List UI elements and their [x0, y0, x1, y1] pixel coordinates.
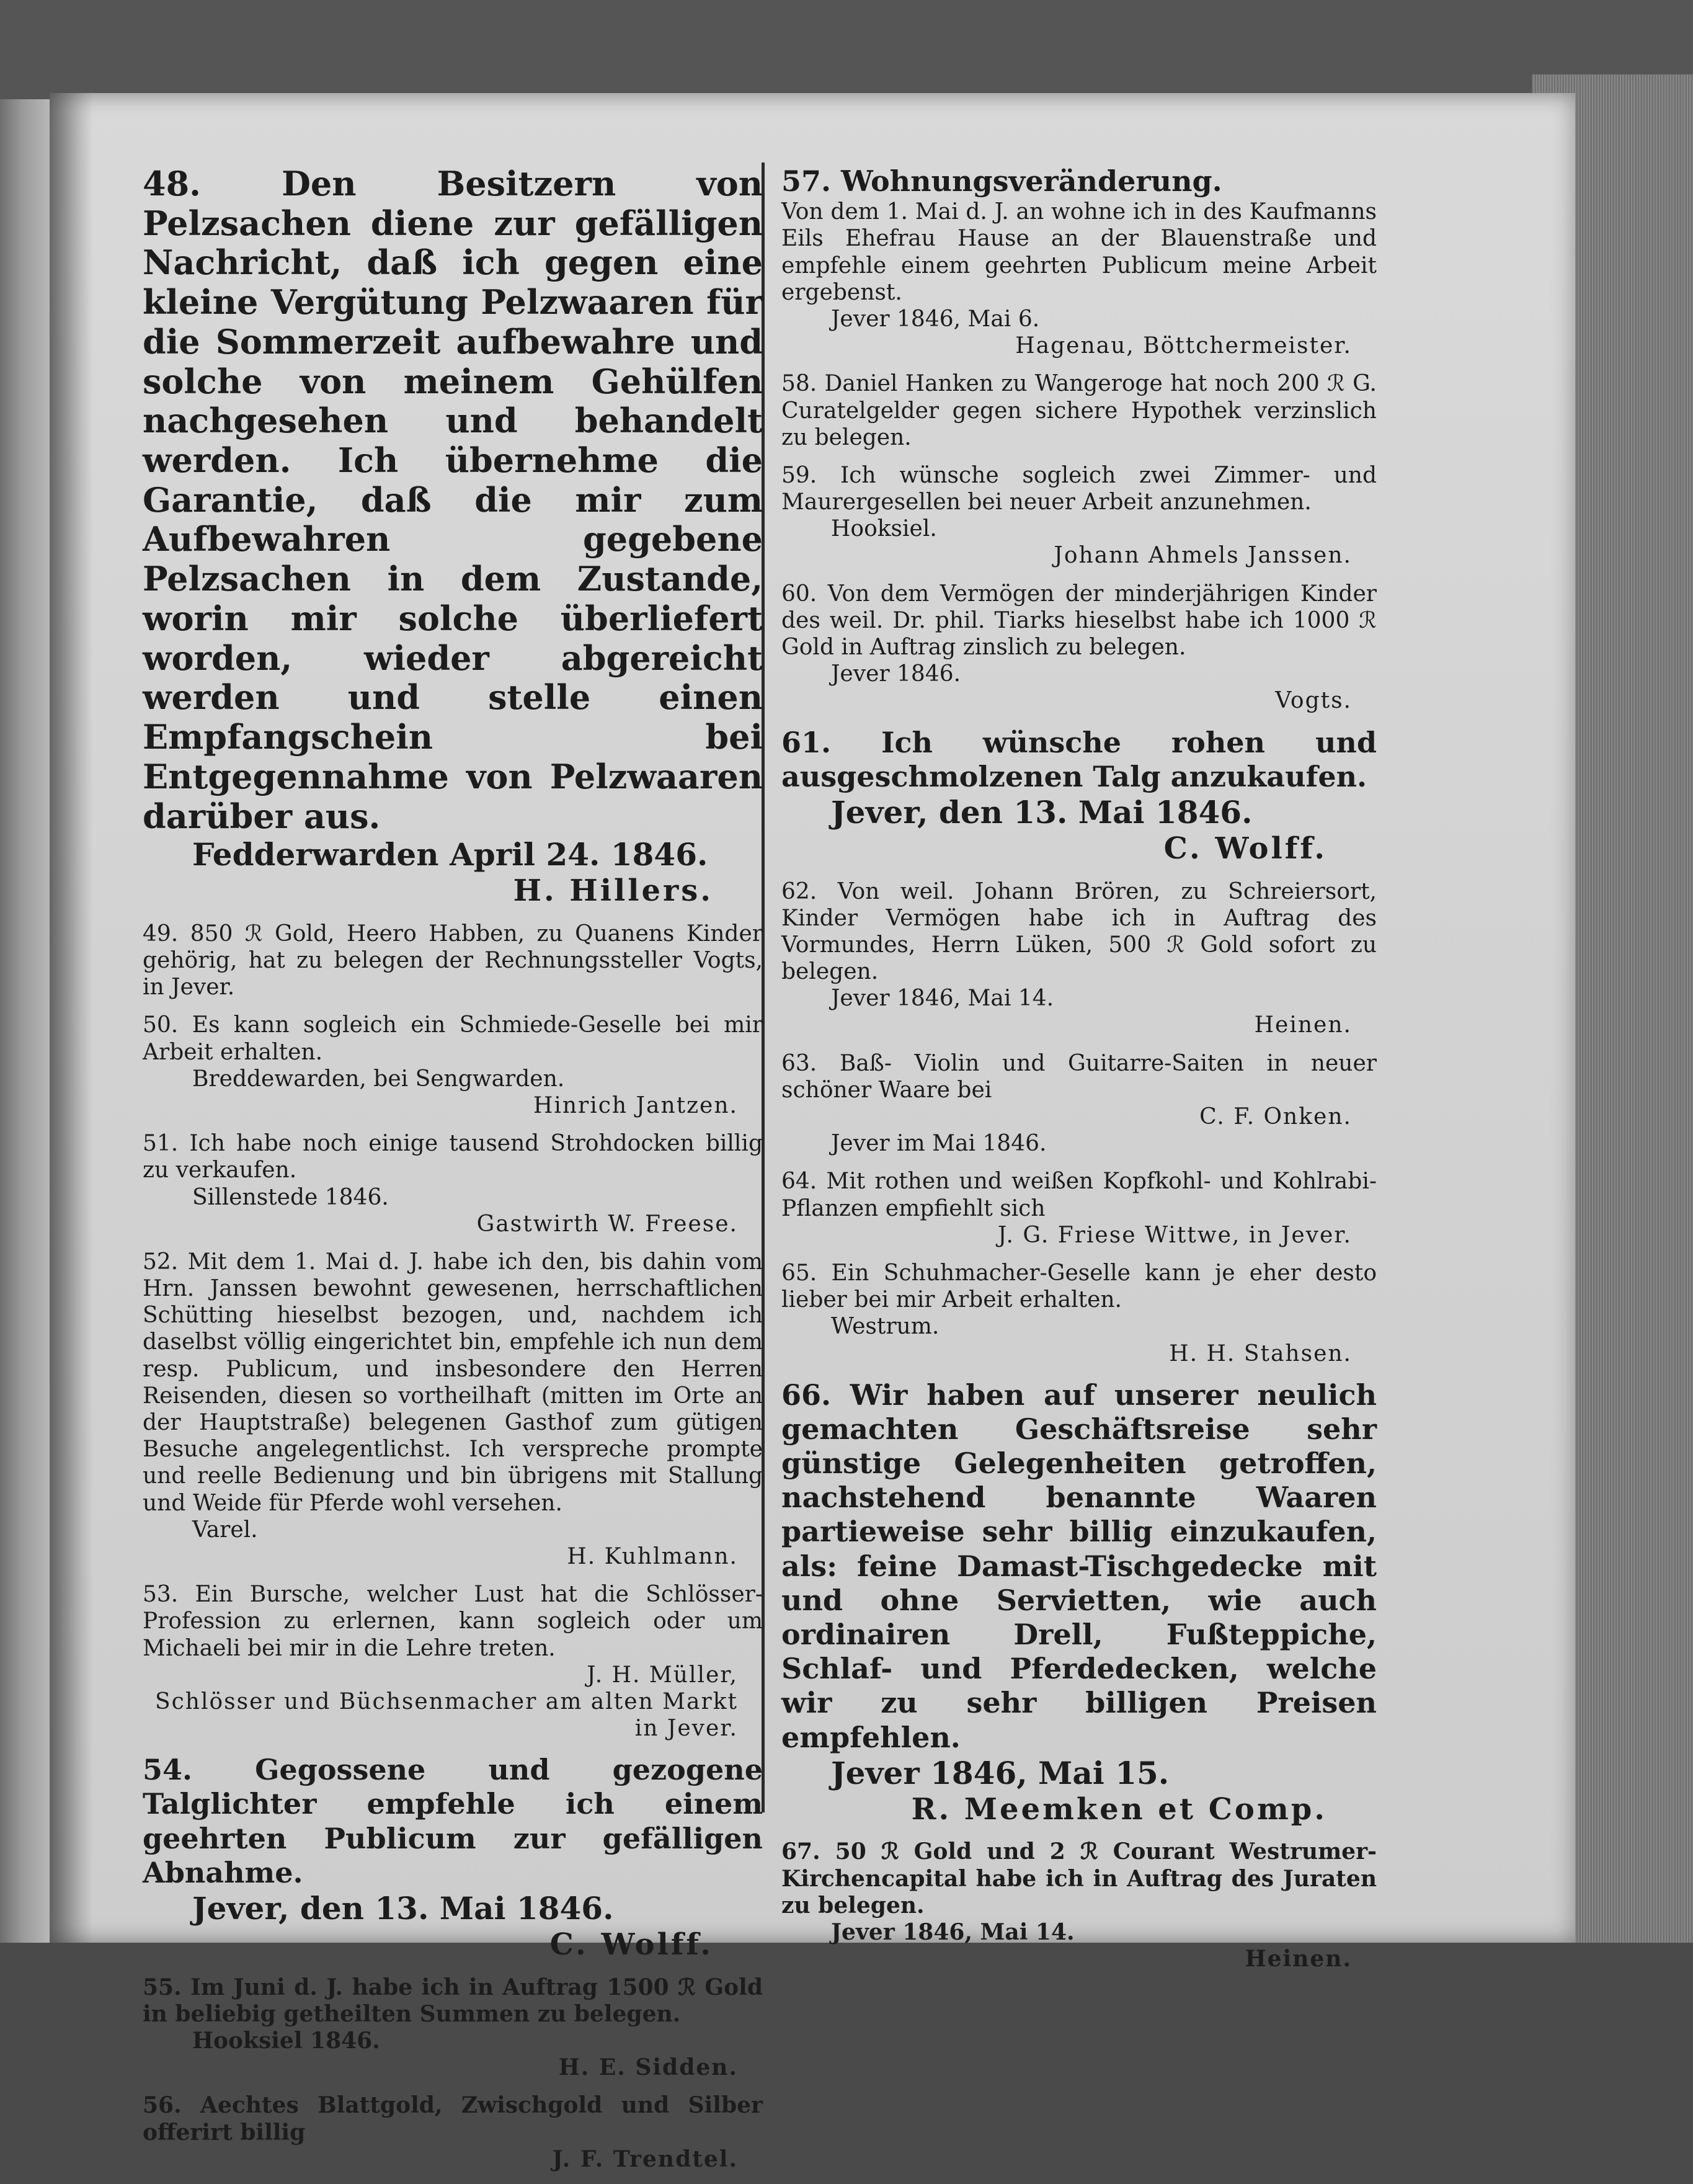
- notice-text: 60. Von dem Vermögen der minderjährigen Kinder des weil. Dr. phil. Tiarks hieselbst habe ich 1000 ℛ Gold in Auftrag zinslich zu belegen.: [781, 581, 1377, 660]
- notice-text: 49. 850 ℛ Gold, Heero Habben, zu Quanens Kinder gehörig, hat zu belegen der Rechnungssteller Vogts, in Jever.: [143, 920, 763, 1001]
- notice-place: Jever 1846, Mai 14.: [831, 986, 1054, 1012]
- notice-65: [781, 1260, 1377, 1367]
- right-column: [781, 164, 1377, 1984]
- notice-text: 54. Gegossene und gezogene Talglichter empfehle ich einem geehrten Publicum zur gefälligen Abnahme.: [143, 1753, 763, 1889]
- notice-signature: C. Wolff.: [549, 1927, 713, 1962]
- notice-place: Hooksiel.: [831, 516, 937, 542]
- notice-signature: R. Meemken et Comp.: [911, 1791, 1327, 1827]
- notice-signature: Heinen.: [1245, 1946, 1352, 1972]
- notice-text: 51. Ich habe noch einige tausend Strohdocken billig zu verkaufen.: [143, 1131, 763, 1183]
- notice-54: [143, 1753, 763, 1963]
- notice-signature: H. Hillers.: [513, 873, 713, 909]
- notice-64: [781, 1168, 1377, 1249]
- notice-53: [143, 1581, 763, 1742]
- notice-59: [781, 462, 1377, 569]
- notice-67: [781, 1839, 1377, 1972]
- notice-text: Von dem 1. Mai d. J. an wohne ich in des Kaufmanns Eils Ehefrau Hause an der Blauenstraße und empfehle einem geehrten Publicum meine Arbeit ergebenst.: [781, 199, 1377, 305]
- notice-signature: C. Wolff.: [1163, 831, 1327, 866]
- notice-text: 50. Es kann sogleich ein Schmiede-Geselle bei mir Arbeit erhalten.: [143, 1012, 763, 1065]
- notice-signature: Hinrich Jantzen.: [533, 1092, 738, 1118]
- notice-63: [781, 1050, 1377, 1157]
- notice-heading: 57. Wohnungsveränderung.: [781, 164, 1222, 198]
- notice-57: [781, 164, 1377, 359]
- notice-text: 56. Aechtes Blattgold, Zwischgold und Silber offerirt billig: [143, 2092, 763, 2146]
- notice-56: [143, 2092, 763, 2173]
- notice-48: [143, 164, 763, 909]
- notice-text: 53. Ein Bursche, welcher Lust hat die Schlösser-Profession zu erlernen, kann sogleich oder um Michaeli bei mir in die Lehre treten.: [143, 1582, 763, 1661]
- notice-place: Hooksiel 1846.: [192, 2027, 380, 2054]
- notice-signature: C. F. Onken.: [1199, 1104, 1352, 1130]
- facing-page-edge: [0, 99, 50, 1943]
- notice-text: 65. Ein Schuhmacher-Geselle kann je eher desto lieber bei mir Arbeit erhalten.: [781, 1260, 1377, 1313]
- notice-text: 62. Von weil. Johann Brören, zu Schreiersort, Kinder Vermögen habe ich in Auftrag des Vormundes, Herrn Lüken, 500 ℛ Gold sofort zu belegen.: [781, 878, 1377, 985]
- notice-58: [781, 370, 1377, 451]
- notice-text: 64. Mit rothen und weißen Kopfkohl- und Kohlrabi-Pflanzen empfiehlt sich: [781, 1169, 1377, 1221]
- left-column: [143, 164, 763, 2184]
- notice-text: 67. 50 ℛ Gold und 2 ℛ Courant Westrumer-Kirchencapital habe ich in Auftrag des Juraten zu belegen.: [781, 1839, 1377, 1919]
- notice-place: Jever 1846, Mai 15.: [831, 1754, 1170, 1791]
- notice-signature: H. E. Sidden.: [558, 2054, 738, 2081]
- notice-text: 52. Mit dem 1. Mai d. J. habe ich den, bis dahin vom Hrn. Janssen bewohnt gewesenen, herrschaftlichen Schütting hieselbst bezogen, und, nachdem ich daselbst völlig eingerichtet bin, empfehle ich nun dem resp. Publicum, und insbesondere den Herren Reisenden, diesen so vortheilhaft (mitten im Orte an der Hauptstraße) belegenen Gasthof zum gütigen Besuche angelegentlichst. Ich verspreche prompte und reelle Bedienung und bin übrigens mit Stallung und Weide für Pferde wohl versehen.: [143, 1249, 763, 1516]
- notice-place: Jever, den 13. Mai 1846.: [192, 1890, 614, 1927]
- notice-signature: Heinen.: [1254, 1012, 1352, 1038]
- notice-place: Fedderwarden April 24. 1846.: [192, 836, 708, 873]
- notice-49: [143, 920, 763, 1001]
- notice-signature: Hagenau, Böttchermeister.: [1015, 333, 1352, 359]
- notice-60: [781, 581, 1377, 715]
- notice-place: Sillenstede 1846.: [192, 1184, 389, 1210]
- notice-signature: Johann Ahmels Janssen.: [1054, 543, 1352, 569]
- notice-signature: Gastwirth W. Freese.: [476, 1211, 738, 1237]
- notice-text: 58. Daniel Hanken zu Wangeroge hat noch 200 ℛ G. Curatelgelder gegen sichere Hypothek verzinslich zu belegen.: [781, 371, 1377, 450]
- notice-place: Jever im Mai 1846.: [831, 1131, 1047, 1157]
- notice-signature-line2: Schlösser und Büchsenmacher am alten Markt in Jever.: [154, 1688, 738, 1742]
- notice-signature: J. F. Trendtel.: [552, 2146, 738, 2172]
- notice-text: 66. Wir haben auf unserer neulich gemachten Geschäftsreise sehr günstige Gelegenheiten getroffen, nachstehend benannte Waaren partieweise sehr billig einzukaufen, als: feine Damast-Tischgedecke mit und ohne Servietten, wie auch ordinairen Drell, Fußteppiche, Schlaf- und Pferdedecken, welche wir zu sehr billigen Preisen empfehlen.: [781, 1378, 1377, 1754]
- notice-signature: H. H. Stahsen.: [1169, 1340, 1352, 1366]
- notice-signature: J. G. Friese Wittwe, in Jever.: [997, 1222, 1352, 1248]
- notice-place: Jever, den 13. Mai 1846.: [831, 793, 1253, 831]
- notice-61: [781, 726, 1377, 867]
- notice-52: [143, 1249, 763, 1570]
- notice-place: Varel.: [192, 1517, 258, 1543]
- notice-signature: H. Kuhlmann.: [567, 1543, 738, 1569]
- notice-place: Westrum.: [831, 1314, 940, 1340]
- notice-text: 48. Den Besitzern von Pelzsachen diene zur gefälligen Nachricht, daß ich gegen eine kleine Vergütung Pelzwaaren für die Sommerzeit aufbewahre und solche von meinem Gehülfen nachgesehen und behandelt werden. Ich übernehme die Garantie, daß die mir zum Aufbewahren gegebene Pelzsachen in dem Zustande, worin mir solche überliefert worden, wieder abgereicht werden und stelle einen Empfangschein bei Entgegennahme von Pelzwaaren darüber aus.: [143, 164, 763, 836]
- notice-text: 61. Ich wünsche rohen und ausgeschmolzenen Talg anzukaufen.: [781, 725, 1377, 793]
- gutter-shadow: [50, 93, 93, 1943]
- notice-signature: Vogts.: [1275, 688, 1352, 714]
- notice-62: [781, 878, 1377, 1039]
- notice-place: Breddewarden, bei Sengwarden.: [192, 1066, 565, 1092]
- notice-66: [781, 1378, 1377, 1828]
- notice-place: Jever 1846.: [831, 661, 961, 687]
- notice-50: [143, 1012, 763, 1119]
- notice-signature: J. H. Müller,: [587, 1662, 738, 1688]
- notice-text: 63. Baß- Violin und Guitarre-Saiten in neuer schöner Waare bei: [781, 1050, 1377, 1103]
- notice-55: [143, 1974, 763, 2082]
- notice-text: 55. Im Juni d. J. habe ich in Auftrag 1500 ℛ Gold in beliebig getheilten Summen zu belegen.: [143, 1974, 763, 2027]
- notice-51: [143, 1130, 763, 1237]
- notice-place: Jever 1846, Mai 6.: [831, 306, 1040, 332]
- notice-text: 59. Ich wünsche sogleich zwei Zimmer- und Maurergesellen bei neuer Arbeit anzunehmen.: [781, 462, 1377, 515]
- notice-place: Jever 1846, Mai 14.: [831, 1919, 1075, 1945]
